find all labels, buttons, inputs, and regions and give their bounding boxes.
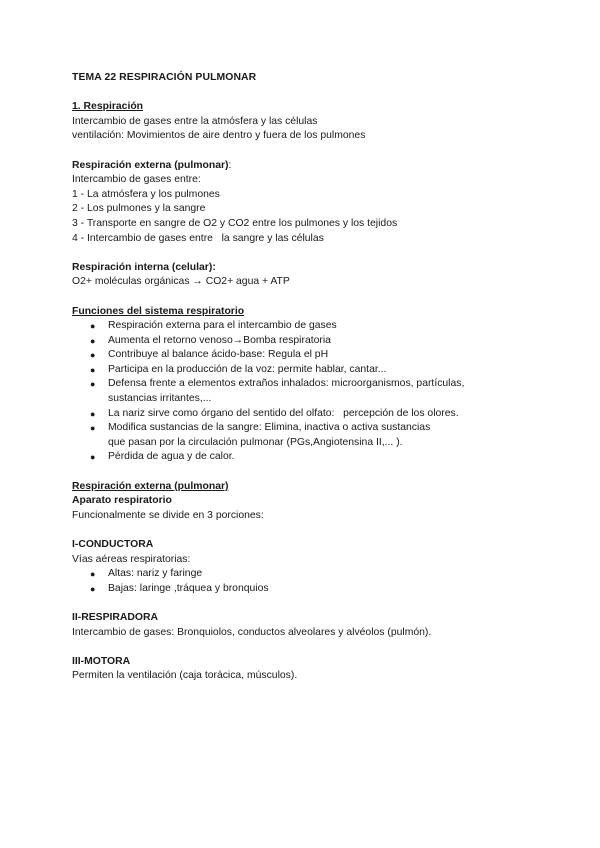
page-title: TEMA 22 RESPIRACIÓN PULMONAR	[72, 72, 257, 83]
list-item-text-cont: sustancias irritantes,...	[108, 393, 212, 405]
conductora-intro: Vías aéreas respiratorias:	[72, 553, 191, 565]
list-item	[72, 582, 542, 597]
bullet-icon: ●	[90, 321, 96, 332]
list-item-text: Pérdida de agua y de calor.	[108, 451, 235, 463]
list-item	[72, 377, 542, 406]
motora-heading: III-MOTORA	[72, 655, 131, 667]
bullet-icon: ●	[90, 583, 96, 594]
motora-line: Permiten la ventilación (caja torácica, músculos).	[72, 670, 298, 682]
list-item	[72, 567, 542, 582]
bullet-icon: ●	[90, 423, 96, 434]
respiracion-line-1: Intercambio de gases entre la atmósfera y las células	[72, 115, 318, 127]
externa-item-4: 4 - Intercambio de gases entre la sangre y las células	[72, 232, 324, 244]
bullet-icon: ●	[90, 569, 96, 580]
bullet-icon: ●	[90, 364, 96, 375]
list-item-text: Defensa frente a elementos extraños inhalados: microorganismos, partículas,	[108, 378, 465, 390]
interna-heading: Respiración interna (celular):	[72, 261, 216, 273]
list-item-text: Bajas: laringe ,tráquea y bronquios	[108, 582, 269, 594]
list-item	[72, 348, 542, 363]
aparato-line: Funcionalmente se divide en 3 porciones:	[72, 509, 264, 521]
conductora-heading: I-CONDUCTORA	[72, 539, 154, 550]
externa-heading-colon: :	[228, 159, 232, 171]
list-item-text: La nariz sirve como órgano del sentido del olfato: percepción de los olores.	[108, 407, 459, 419]
list-item	[72, 363, 542, 378]
respiracion-line-2: ventilación: Movimientos de aire dentro y fuera de los pulmones	[72, 130, 366, 142]
list-item-text: Altas: nariz y faringe	[108, 568, 203, 580]
document-content	[72, 71, 542, 684]
conductora-list	[72, 567, 542, 596]
interna-equation: O2+ moléculas orgánicas → CO2+ agua + ATP	[72, 276, 290, 288]
aparato-subheading: Aparato respiratorio	[72, 495, 172, 507]
externa-heading: Respiración externa (pulmonar)	[72, 159, 229, 171]
list-item-text: Contribuye al balance ácido-base: Regula el pH	[108, 349, 329, 361]
list-item-text: Modifica sustancias de la sangre: Elimina, inactiva o activa sustancias	[108, 422, 431, 434]
respiradora-heading: II-RESPIRADORA	[72, 611, 159, 623]
externa-item-3: 3 - Transporte en sangre de O2 y CO2 entre los pulmones y los tejidos	[72, 217, 398, 229]
list-item-text: Participa en la producción de la voz: permite hablar, cantar...	[108, 363, 387, 375]
externa-heading-line	[72, 159, 542, 174]
list-item	[72, 319, 542, 334]
list-item-text: Aumenta el retorno venoso→Bomba respiratoria	[108, 334, 331, 346]
externa-item-2: 2 - Los pulmones y la sangre	[72, 203, 206, 215]
bullet-icon: ●	[90, 452, 96, 463]
bullet-icon: ●	[90, 379, 96, 390]
bullet-icon: ●	[90, 408, 96, 419]
bullet-icon: ●	[90, 335, 96, 346]
funciones-heading: Funciones del sistema respiratorio	[72, 305, 245, 317]
respiradora-line: Intercambio de gases: Bronquiolos, conductos alveolares y alvéolos (pulmón).	[72, 626, 432, 638]
aparato-heading: Respiración externa (pulmonar)	[72, 480, 229, 492]
externa-item-1: 1 - La atmósfera y los pulmones	[72, 188, 220, 200]
list-item	[72, 421, 542, 450]
list-item	[72, 407, 542, 422]
list-item-text: Respiración externa para el intercambio de gases	[108, 320, 337, 332]
list-item-text-cont: que pasan por la circulación pulmonar (PGs,Angiotensina II,... ).	[108, 436, 403, 448]
list-item	[72, 450, 542, 465]
list-item	[72, 334, 542, 349]
bullet-icon: ●	[90, 350, 96, 361]
section-respiracion-heading: 1. Respiración	[72, 101, 144, 113]
funciones-list	[72, 319, 542, 465]
externa-intro: Intercambio de gases entre:	[72, 174, 201, 186]
